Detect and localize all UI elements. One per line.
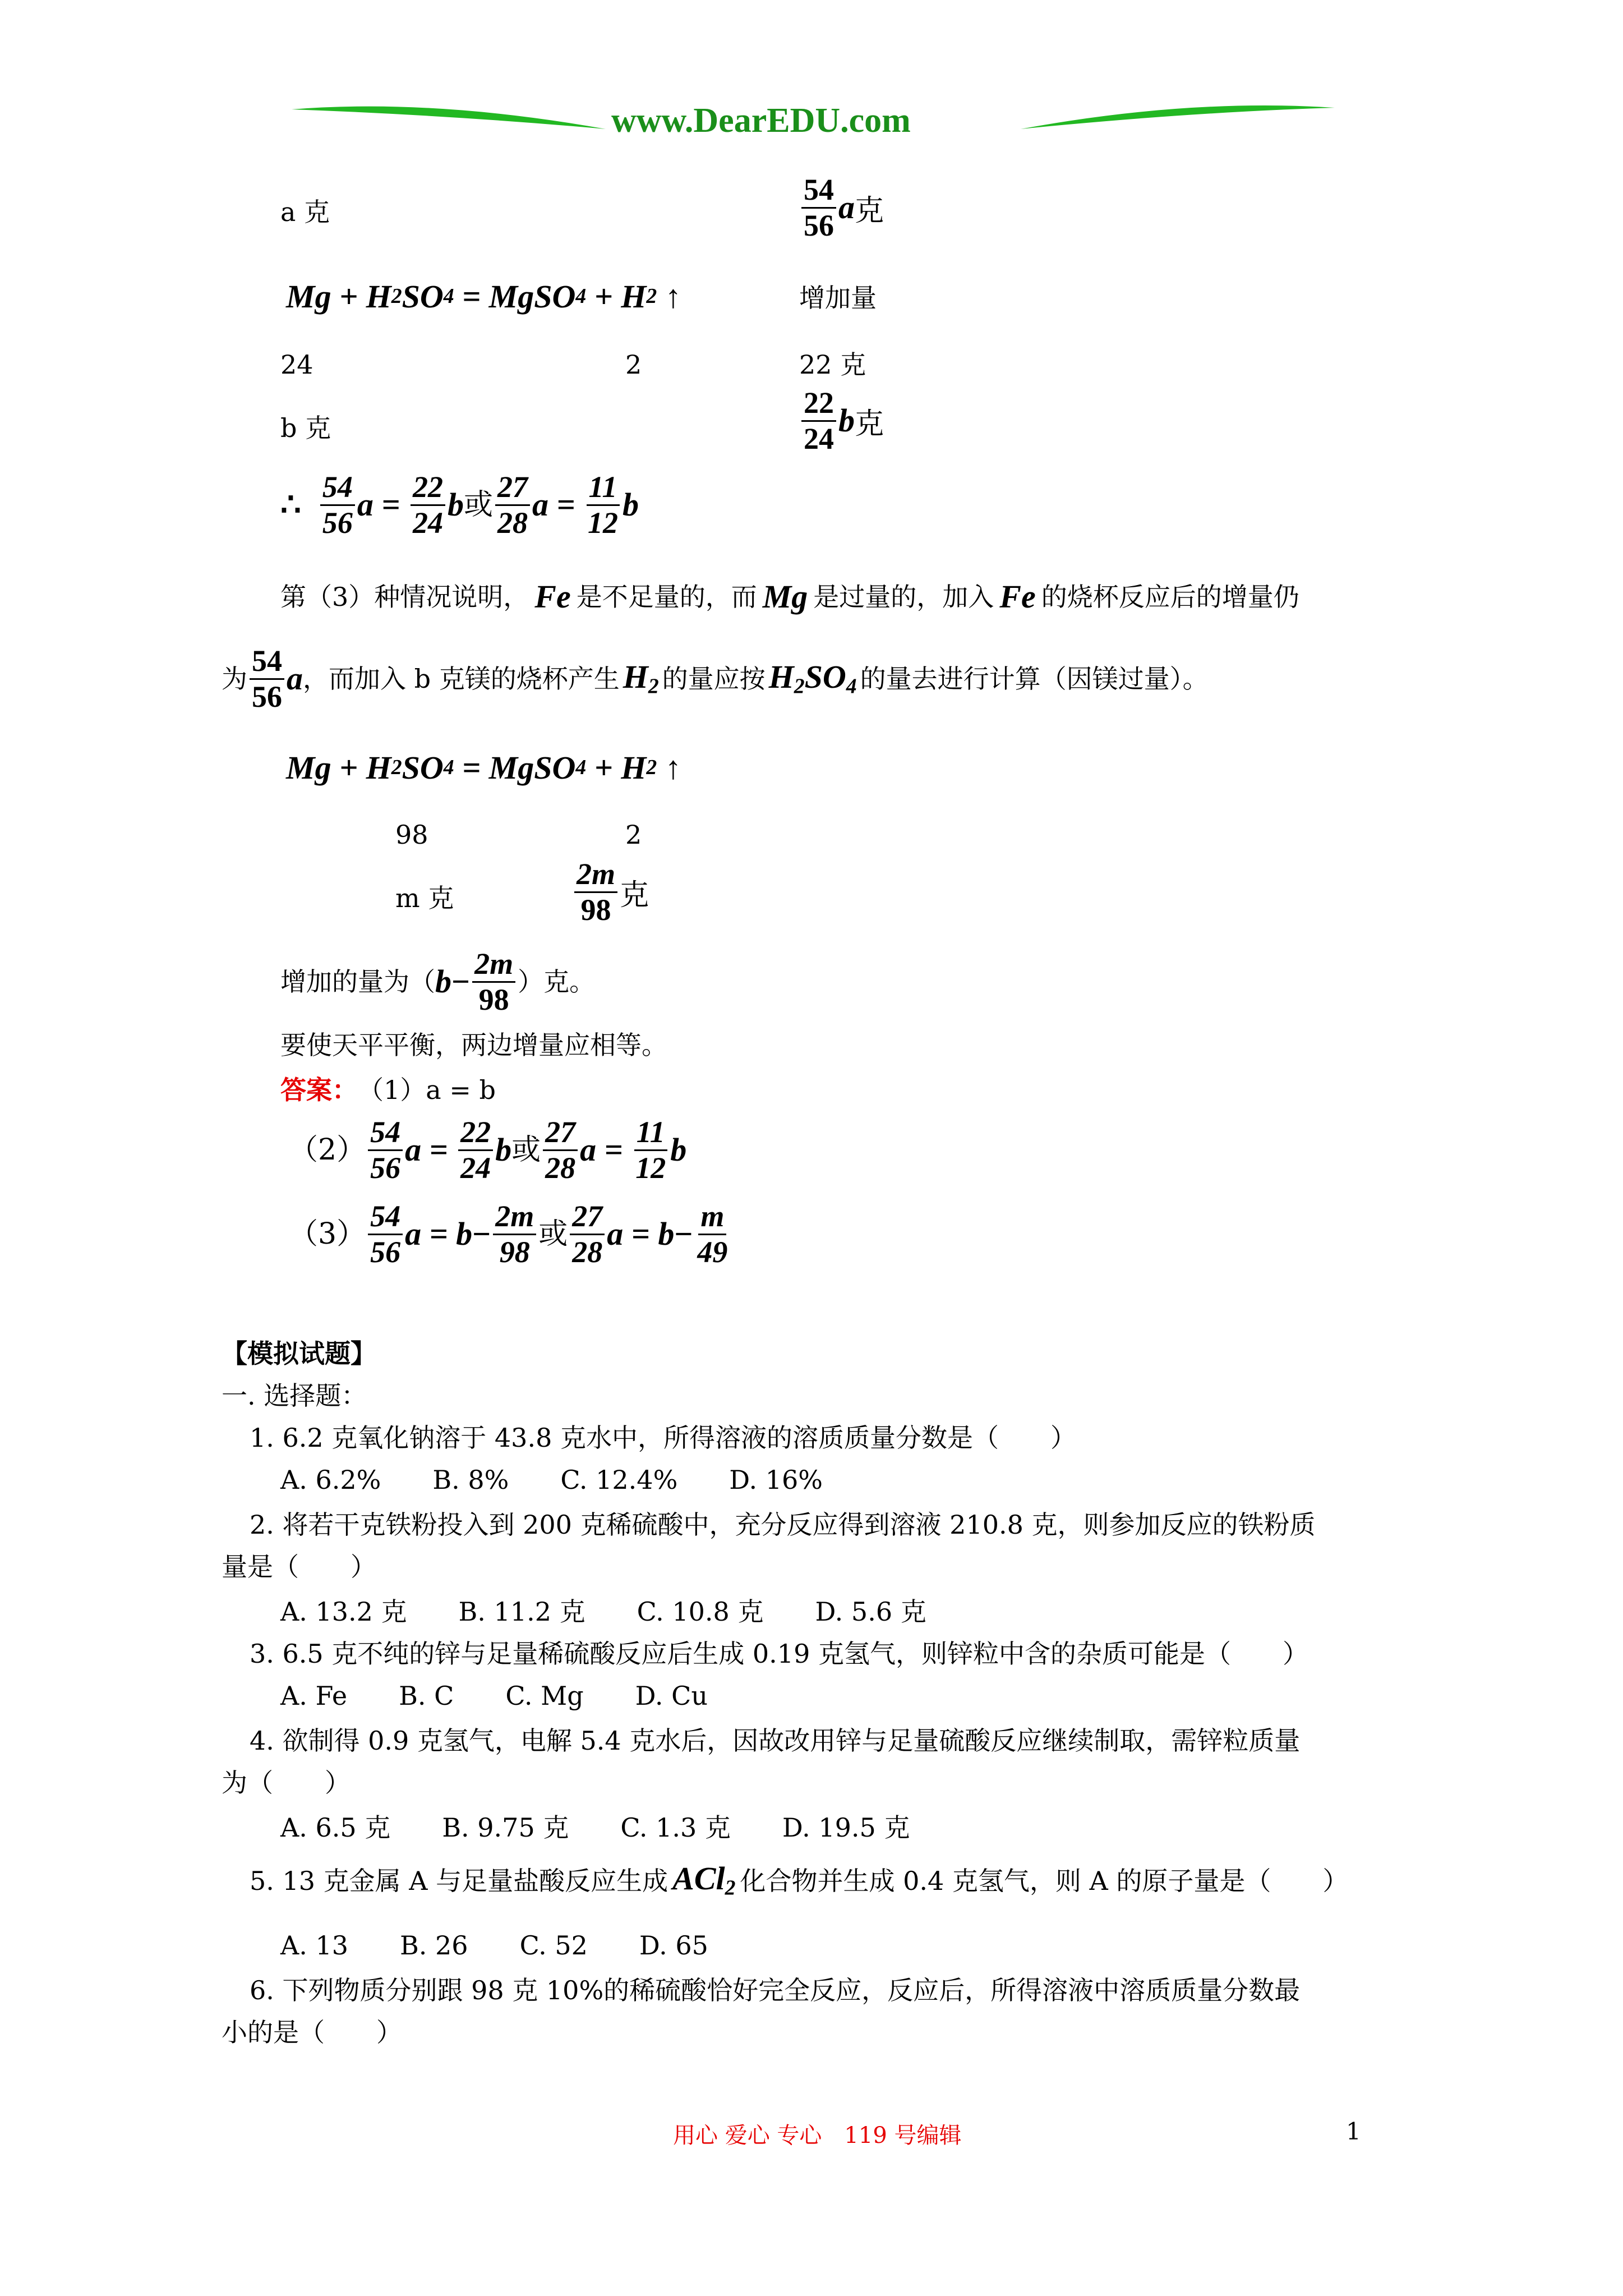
section-title-mock: 【模拟试题】 [222, 1338, 376, 1369]
text-b-gram: b 克 [280, 413, 331, 443]
page-number: 1 [1346, 2118, 1361, 2145]
value-98: 98 [395, 820, 428, 850]
equation-mg-h2so4-2: Mg + H 2 SO 4 = MgSO 4 + H 2 ↑ [286, 749, 681, 786]
question-2-line2: 量是（ ） [222, 1552, 376, 1582]
answer-3: （3） $\frac{54}{56}$ a = b − $\frac{2m}{98}$ 或 $\frac{27}{28}$ a = b − $\frac{m}{49}$ [289, 1199, 728, 1269]
value-24: 24 [280, 349, 313, 380]
value-22g: 22 克 [799, 349, 866, 380]
expr-54-56-a: $\frac{54}{56}$ a 克 [799, 174, 884, 241]
question-6-line2: 小的是（ ） [222, 2017, 402, 2047]
balance-statement: 要使天平平衡，两边增量应相等。 [280, 1030, 667, 1060]
question-2-line1: 2. 将若干克铁粉投入到 200 克稀硫酸中，充分反应得到溶液 210.8 克，则参加反应的铁粉质 [250, 1510, 1316, 1540]
footer-text: 用心 爱心 专心 119 号编辑 [673, 2123, 962, 2148]
question-6-line1: 6. 下列物质分别跟 98 克 10%的稀硫酸恰好完全反应，反应后，所得溶液中溶质质量分数最 [250, 1975, 1301, 2005]
answer-1: 答案： （1）a = b [280, 1075, 496, 1105]
question-2-options: A. 13.2 克 B. 11.2 克 C. 10.8 克 D. 5.6 克 [280, 1596, 926, 1627]
header-site-name: www.DearEDU.com [611, 102, 911, 140]
paragraph-case3-line2: 为 $\frac{54}{56}$ a ，而加入 b 克镁的烧杯产生 $H_2$ 的量应按 $H_2SO_4$ 的量去进行计算（因镁过量）。 [222, 644, 1209, 714]
increase-amount: 增加的量为（ b − $\frac{2m}{98}$ ）克。 [280, 947, 596, 1016]
question-1-options: A. 6.2% B. 8% C. 12.4% D. 16% [280, 1465, 823, 1495]
value-2-b: 2 [625, 820, 642, 850]
question-5: 5. 13 克金属 A 与足量盐酸反应生成 ACl$_2$ 化合物并生成 0.4 克氢气，则 A 的原子量是（ ） [250, 1860, 1349, 1900]
value-2: 2 [625, 349, 642, 380]
paragraph-case3-line1: 第（3）种情况说明， Fe 是不足量的，而 Mg 是过量的，加入 Fe 的烧杯反应后的增量仍 [280, 578, 1299, 615]
expr-22-24-b: $\frac{22}{24}$ b 克 [799, 387, 884, 454]
answer-2: （2） $\frac{54}{56}$ a = $\frac{22}{24}$ b 或 $\frac{27}{28}$ a = $\frac{11}{12}$ b [289, 1115, 687, 1185]
equation-mg-h2so4: Mg + H 2 SO 4 = MgSO 4 + H 2 ↑ [286, 278, 681, 315]
section-choice: 一. 选择题： [222, 1381, 367, 1411]
question-3: 3. 6.5 克不纯的锌与足量稀硫酸反应后生成 0.19 克氢气，则锌粒中含的杂质可能是（ ） [250, 1639, 1308, 1669]
question-4-line1: 4. 欲制得 0.9 克氢气，电解 5.4 克水后，因故改用锌与足量硫酸反应继续制取，需锌粒质量 [250, 1726, 1301, 1756]
question-1: 1. 6.2 克氧化钠溶于 43.8 克水中，所得溶液的溶质质量分数是（ ） [250, 1423, 1076, 1453]
label-increase: 增加量 [799, 283, 877, 313]
question-3-options: A. Fe B. C C. Mg D. Cu [280, 1681, 708, 1711]
text-m-gram: m 克 [395, 883, 454, 913]
question-4-line2: 为（ ） [222, 1768, 351, 1798]
question-4-options: A. 6.5 克 B. 9.75 克 C. 1.3 克 D. 19.5 克 [280, 1812, 910, 1843]
expr-2m-98: $\frac{2m}{98}$ 克 [572, 858, 649, 926]
therefore-equation: ∴ $\frac{54}{56}$ a = $\frac{22}{24}$ b 或 $\frac{27}{28}$ a = $\frac{11}{12}$ b [280, 470, 639, 540]
text-a-gram: a 克 [280, 197, 330, 227]
question-5-options: A. 13 B. 26 C. 52 D. 65 [280, 1930, 708, 1961]
